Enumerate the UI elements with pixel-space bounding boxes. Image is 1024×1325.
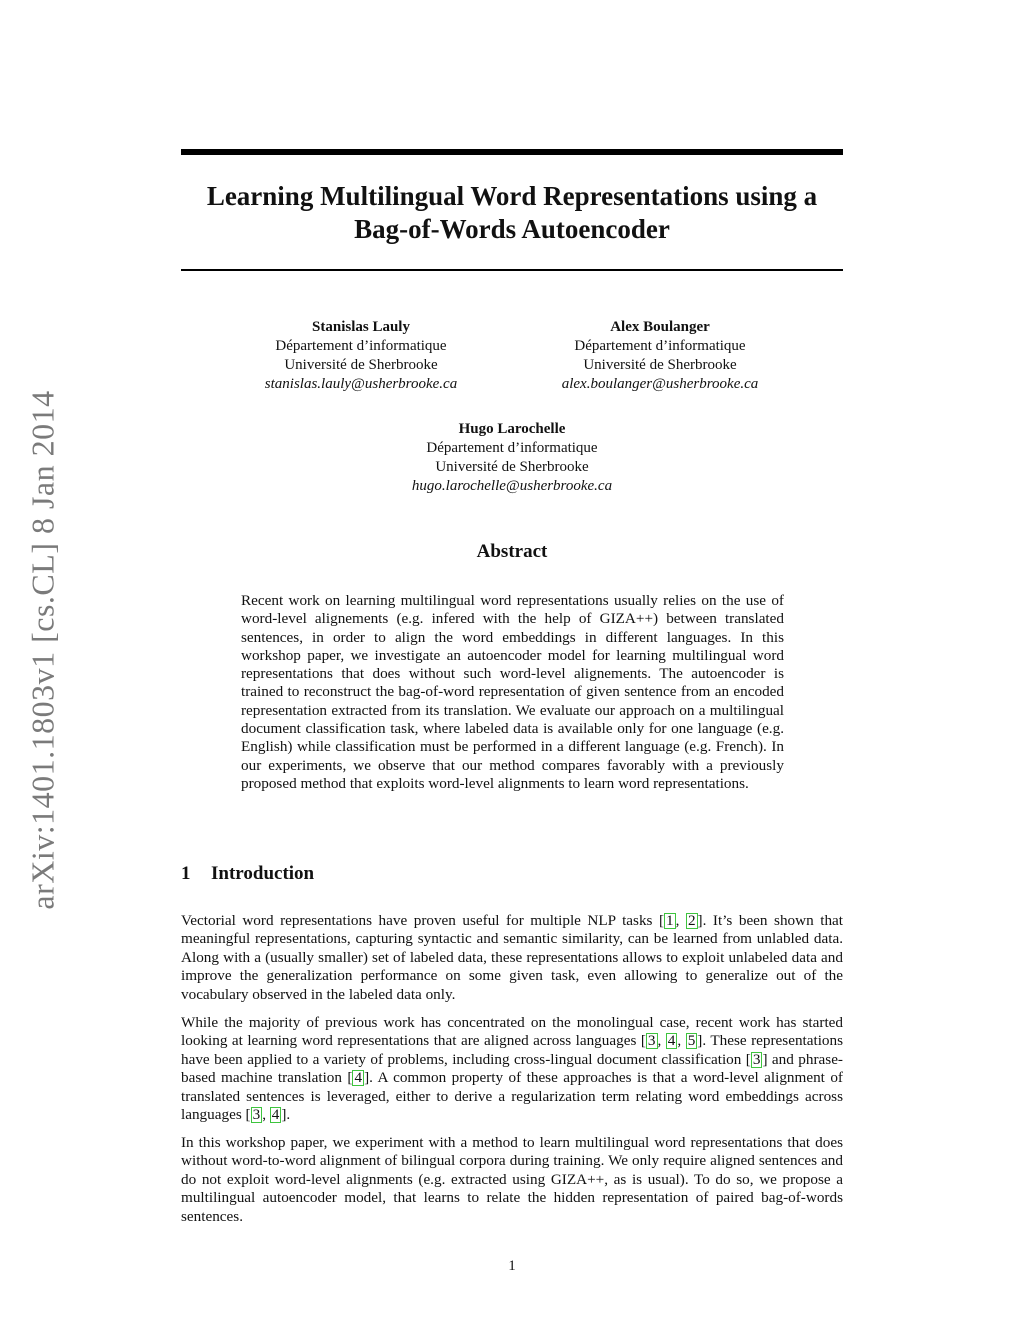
author-institution: Université de Sherbrooke xyxy=(583,357,737,373)
author-block xyxy=(510,318,810,394)
citation-link[interactable]: 4 xyxy=(354,1069,363,1087)
author-block xyxy=(211,318,511,394)
citation-link[interactable]: 3 xyxy=(752,1050,761,1068)
author-department: Département d’informatique xyxy=(426,440,598,456)
section-number: 1 xyxy=(181,863,191,884)
paragraph-text: Vectorial word representations have proven useful for multiple NLP tasks [ xyxy=(181,912,665,929)
page-number: 1 xyxy=(508,1258,516,1274)
abstract-heading: Abstract xyxy=(476,541,548,562)
section-title: Introduction xyxy=(211,863,315,884)
author-email[interactable]: hugo.larochelle@usherbrooke.ca xyxy=(411,478,613,494)
paragraph-text: ]. xyxy=(281,1106,291,1124)
title-top-rule xyxy=(181,149,843,155)
paragraph-text: ]. These representations have been applied to a variety of problems, including cross-lingual document classification [ xyxy=(181,1032,844,1068)
citation-link[interactable]: 4 xyxy=(271,1106,280,1124)
author-block xyxy=(362,420,662,496)
arxiv-side-stamp: arXiv:1401.1803v1 [cs.CL] 8 Jan 2014 xyxy=(24,390,61,910)
paragraph-text: , xyxy=(657,1032,666,1050)
author-institution: Université de Sherbrooke xyxy=(435,459,589,475)
section-heading xyxy=(181,863,314,885)
citation-link[interactable]: 5 xyxy=(687,1032,696,1050)
paragraph-text: , xyxy=(677,1032,686,1050)
title-bottom-rule xyxy=(181,269,843,271)
intro-paragraph-1 xyxy=(181,912,843,1004)
citation-link[interactable]: 2 xyxy=(687,912,696,929)
author-email[interactable]: stanislas.lauly@usherbrooke.ca xyxy=(264,376,458,392)
paper-title: Learning Multilingual Word Representations using a Bag-of-Words Autoencoder xyxy=(206,181,818,244)
author-department: Département d’informatique xyxy=(275,338,447,354)
citation-link[interactable]: 3 xyxy=(647,1032,656,1050)
paragraph-text: ]. A common property of these approaches is that a word-level alignment of translated sentences is leveraged, either to derive a regularization term relating word embeddings across languages [ xyxy=(181,1069,843,1124)
paragraph-text: ]. It’s been shown that meaningful representations, capturing syntactic and semantic similarity, can be learned from unlabled data. Along with a (usually smaller) set of labeled data, these representations allows to exploit unlabeled data and improve the generalization performance on some given task, even allowing to generalize out of the vocabulary observed in the labeled data only. xyxy=(181,912,843,1003)
paragraph-text: While the majority of previous work has concentrated on the monolingual case, recent work has started looking at learning word representations that are aligned across languages [ xyxy=(181,1014,843,1050)
author-name: Alex Boulanger xyxy=(610,319,710,335)
author-name: Hugo Larochelle xyxy=(458,421,566,437)
citation-link[interactable]: 1 xyxy=(666,912,674,929)
citation-link[interactable]: 4 xyxy=(667,1032,676,1050)
author-email[interactable]: alex.boulanger@usherbrooke.ca xyxy=(561,376,759,392)
abstract-text: Recent work on learning multilingual word representations usually relies on the use of word-level alignements (e.g. infered with the help of GIZA++) between translated sentences, in order to align the word embeddings in different languages. In this workshop paper, we investigate an autoencoder model for learning multilingual word representations that does without such word-level alignements. The autoencoder is trained to reconstruct the bag-of-word representation of given sentence from an encoded representation extracted from its translation. We evaluate our approach on a multilingual document classification task, where labeled data is available only for one language (e.g. English) while classification must be performed in a different language (e.g. French). In our experiments, we observe that our method compares favorably with a previously proposed method that exploits word-level alignments to learn word representations. xyxy=(241,592,784,792)
paragraph-text: ] and phrase-based machine translation [ xyxy=(181,1050,843,1087)
citation-link[interactable]: 3 xyxy=(252,1106,261,1124)
author-institution: Université de Sherbrooke xyxy=(284,357,438,373)
author-department: Département d’informatique xyxy=(574,338,746,354)
paragraph-text: , xyxy=(262,1106,270,1124)
author-name: Stanislas Lauly xyxy=(312,319,410,335)
intro-paragraph-3: In this workshop paper, we experiment with a method to learn multilingual word representations that does without word-to-word alignment of bilingual corpora during training. We only require aligned sentences and do not exploit word-level alignments (e.g. extracted using GIZA++, as is usual). To do so, we propose a multilingual autoencoder model, that learns to relate the hidden representation of paired bag-of-words sentences. xyxy=(181,1134,843,1225)
intro-paragraph-2 xyxy=(181,1014,843,1124)
paragraph-text: , xyxy=(675,912,686,929)
